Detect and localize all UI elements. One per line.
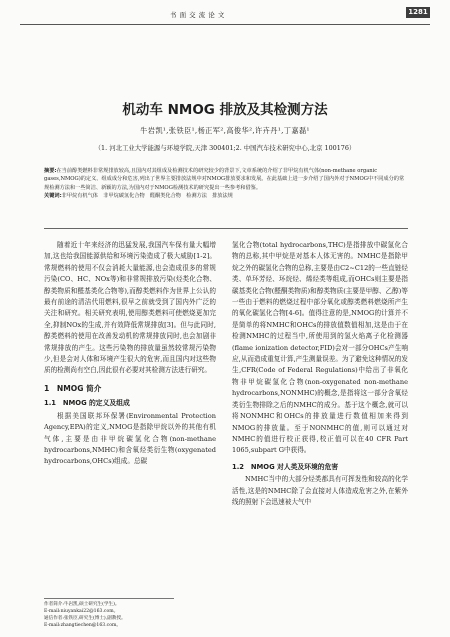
footnotes [44, 598, 174, 629]
page-number: 1281 [406, 7, 430, 18]
abstract-text: 在当前醇类燃料非常规排放较高,且国内对其组成及检测技术的研究较少的背景下,文章系统的介绍了非甲烷有机气体(non-methane organic gases,NMOG)的定义、组成成分和危害,列出了世界主要排放法规中对NMOG排放要求和发展。在此基础上进一步介绍了国内外对于NMOG中不同成分的常规检测方法和一些简洁、新颖的方法,为国内对于NMOG检测技术的研究提出一些参考和借鉴。 [44, 168, 405, 191]
abstract-label: 摘要: [44, 168, 57, 174]
subsection-heading-1-2: 1.2 NMOG 对人类及环境的危害 [232, 462, 339, 471]
page-header [20, 6, 430, 25]
keywords-text: 非甲烷有机气体 非甲烷碳氢化合物 醛酮类化合物 检测方法 排放法规 [61, 193, 233, 200]
left-column [44, 240, 216, 468]
footnote-line: 作者简介:牛岩凯,硕士研究生(学生)。 [44, 602, 120, 607]
hazard-paragraph: NMHC当中的大部分烃类都具有可挥发性和较高的化学活性,这是的NMHC除了会直接对人体造成危害之外,在紫外线的照射下会迅速被大气中 [232, 475, 408, 506]
right-column [232, 240, 408, 508]
abstract-divider [44, 228, 408, 229]
subsection-heading-1-1: 1.1 NMOG 的定义及组成 [44, 399, 130, 408]
journal-section-label: 书 面 交 流 论 文 [170, 11, 225, 19]
composition-paragraph: 氢化合物(total hydrocarbons,THC)是指排放中碳氢化合物的总称,其中甲烷是对基本人体无害的。NMHC是指除甲烷之外的碳氢化合物的总称,主要是由C2~C12的一些直链烃类、单环芳烃、环烷烃、烯烃类等组成,而OHCs则主要是指碳基类化合物(醛酮类物质)和醇类物质(主要是甲醇、乙醇)等一些由于燃料的燃烧过程中部分氧化或醇类燃料燃烧所产生的氧化碳氢化合物[4-6]。值得注意的是,NMOG的计算并不是简单的将NMHC和OHCs的排放值数值相加,这是由于在检测NMHC的过程当中,所使用到的氢火焰离子化检测器(flame ionization detector,FID)会对一部分OHCs产生响应,从而造成重复计算,产生测量误差。为了避免这种情况的发生,CFR(Code of Federal Regulations)中给出了非氧化物非甲烷碳氢化合物(non-oxygenated non-methane hydrocarbons,NONMHC)的概念,是指将这一部分含氧烃类衍生物排除之后的NMHC的成分。基于这个概念,就可以将NONMHC和OHCs的排放量进行数值相加来得到NMOG的排放量。至于NONMHC的值,则可以通过对NMHC的值进行校正获得,校正值可以在40 CFR Part 1065,subpart G中获得。 [232, 241, 408, 455]
footnote-line: E-mail:zhangtiechen@163.com。 [44, 623, 121, 628]
definition-paragraph: 根据美国联邦环保署(Environmental Protection Agency,EPA)的定义,NMOG是指除甲烷以外的其他有机气体,主要是由非甲烷碳氢化合物(non-methane hydrocarbons,NMHC)和含氧烃类衍生物(oxygenated hydrocarbons,OHCs)组成。总碳 [44, 411, 216, 466]
intro-paragraph: 随着近十年来经济的迅猛发展,我国汽车保有量大幅增加,这也给我国能源供给和环境污染造成了极大威胁[1-2]。常规燃料的使用不仅会消耗大量能源,也会造成很多的常规污染(CO、HC、NOx等)和非常规排放污染(烃类化合物、醇类物质和醛基类化合物等),而醇类燃料作为世界上公认的最有前途的清洁代用燃料,很早之前就受到了国内外广泛的关注和研究。相关研究表明,使用醇类燃料可使燃烧更加完全,抑制NOx的生成,并有效降低常规排放[3]。但与此同时,醇类燃料的使用在改善发动机的常规排放同时,也会加剧非常规排放的产生。这些污染物的排放量虽然较常规污染物少,但是会对人体和环境产生很大的危害,而且国内对这些物质的检测尚有空白,因此很有必要对其检测方法进行研究。 [44, 241, 216, 375]
affiliation: （1. 河北工业大学能源与环境学院,天津 300401;2. 中国汽车技术研究中心,北京 100176） [94, 144, 356, 152]
keywords-label: 关键词: [44, 193, 62, 200]
footnote-line: 通信作者:张铁臣,研究生(博士),副教授。 [44, 616, 126, 621]
article-title: 机动车 NMOG 排放及其检测方法 [122, 102, 328, 118]
author-list: 牛岩凯¹,张铁臣¹,杨正军²,高俊华²,许卉丹¹,丁嘉磊¹ [140, 126, 310, 135]
footnote-line: E-mail:niuyankai22@163.com。 [44, 609, 119, 614]
abstract-block [44, 167, 408, 201]
abstract [44, 167, 408, 192]
keywords [44, 192, 408, 200]
section-heading-1: 1 NMOG 简介 [44, 383, 102, 393]
